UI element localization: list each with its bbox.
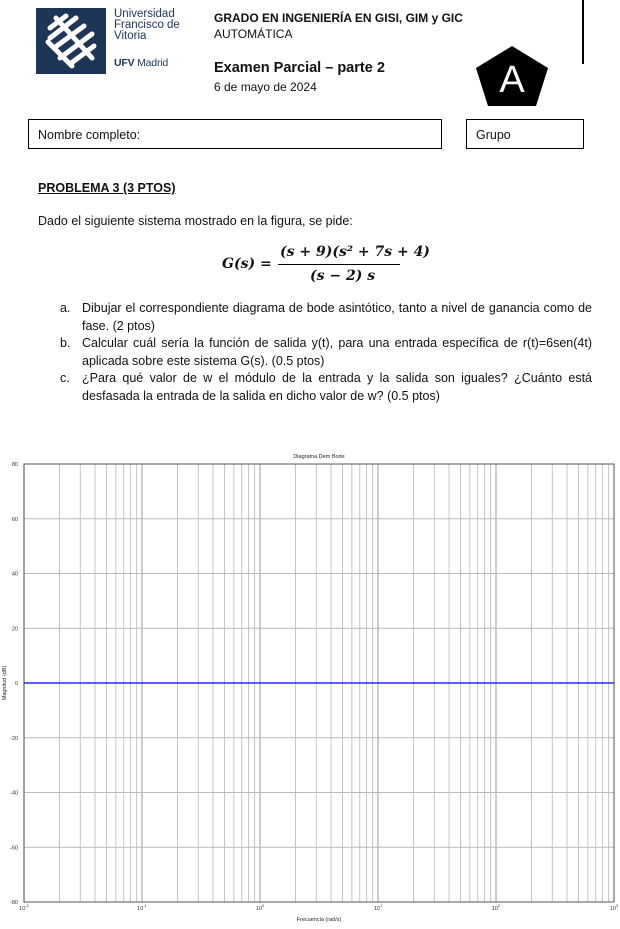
y-tick-label: -40 bbox=[10, 790, 18, 797]
ufv-madrid-label: UFV Madrid bbox=[114, 57, 169, 69]
x-tick-label: $10^1$ bbox=[373, 903, 383, 912]
bode-chart bbox=[0, 448, 620, 924]
university-name: Universidad Francisco de Vitoria bbox=[114, 8, 180, 42]
course-title: GRADO EN INGENIERÍA EN GISI, GIM y GIC bbox=[214, 11, 463, 25]
group-field[interactable] bbox=[466, 119, 584, 149]
subject-title: AUTOMÁTICA bbox=[214, 27, 293, 41]
x-tick-label: $10^{-1}$ bbox=[137, 903, 147, 912]
formula-lhs: G(s) = bbox=[222, 256, 272, 272]
item-label: a. bbox=[60, 301, 71, 315]
x-tick-label: $10^0$ bbox=[255, 903, 265, 912]
y-tick-label: 80 bbox=[11, 462, 18, 468]
university-logo bbox=[36, 8, 106, 74]
formula-numerator: (s + 9)(s² + 7s + 4) bbox=[280, 244, 430, 260]
x-tick-label: $10^{-2}$ bbox=[19, 903, 29, 912]
y-tick-label: 40 bbox=[11, 571, 18, 578]
exam-date: 6 de mayo de 2024 bbox=[214, 80, 317, 94]
version-letter: A bbox=[499, 59, 525, 101]
problem-title: PROBLEMA 3 (3 PTOS) bbox=[38, 181, 176, 195]
exam-title: Examen Parcial – parte 2 bbox=[214, 60, 385, 76]
item-label: b. bbox=[60, 336, 71, 350]
y-tick-label: -20 bbox=[10, 735, 18, 742]
item-text: Calcular cuál sería la función de salida y(t), para una entrada específica de r(t)=6sen(4t) aplicada sobre este sistema G(s). (0.5 ptos) bbox=[82, 336, 592, 368]
exam-version-badge bbox=[474, 44, 550, 108]
y-tick-label: 60 bbox=[11, 516, 18, 523]
name-field[interactable] bbox=[28, 119, 442, 149]
y-axis-label: Magnitud (dB) bbox=[2, 665, 8, 701]
fraction-bar bbox=[278, 264, 400, 265]
formula-denominator: (s − 2) s bbox=[310, 268, 376, 284]
y-tick-label: -80 bbox=[10, 900, 18, 906]
x-axis-label: Frecuencia (rad/s) bbox=[296, 917, 342, 923]
chart-title: Diagrama Dem Bode bbox=[293, 454, 345, 460]
y-tick-label: 0 bbox=[14, 681, 18, 687]
header-divider bbox=[582, 0, 584, 64]
y-tick-label: 20 bbox=[11, 626, 18, 633]
x-tick-label: $10^2$ bbox=[491, 903, 501, 912]
ufv-emblem-icon bbox=[36, 8, 106, 74]
item-label: c. bbox=[60, 371, 70, 385]
problem-intro: Dado el siguiente sistema mostrado en la figura, se pide: bbox=[38, 214, 353, 228]
group-label: Grupo bbox=[476, 128, 511, 142]
name-label: Nombre completo: bbox=[38, 128, 141, 142]
x-tick-label: $10^3$ bbox=[609, 903, 619, 912]
y-tick-label: -60 bbox=[10, 845, 18, 852]
item-text: Dibujar el correspondiente diagrama de bode asintótico, tanto a nivel de ganancia como de fase. (2 ptos) bbox=[82, 301, 592, 333]
item-text: ¿Para qué valor de w el módulo de la entrada y la salida son iguales? ¿Cuánto está desfasada la entrada de la salida en dicho valor de w? (0.5 ptos) bbox=[82, 371, 592, 403]
bode-chart-svg bbox=[0, 448, 620, 924]
transfer-function bbox=[222, 242, 430, 286]
